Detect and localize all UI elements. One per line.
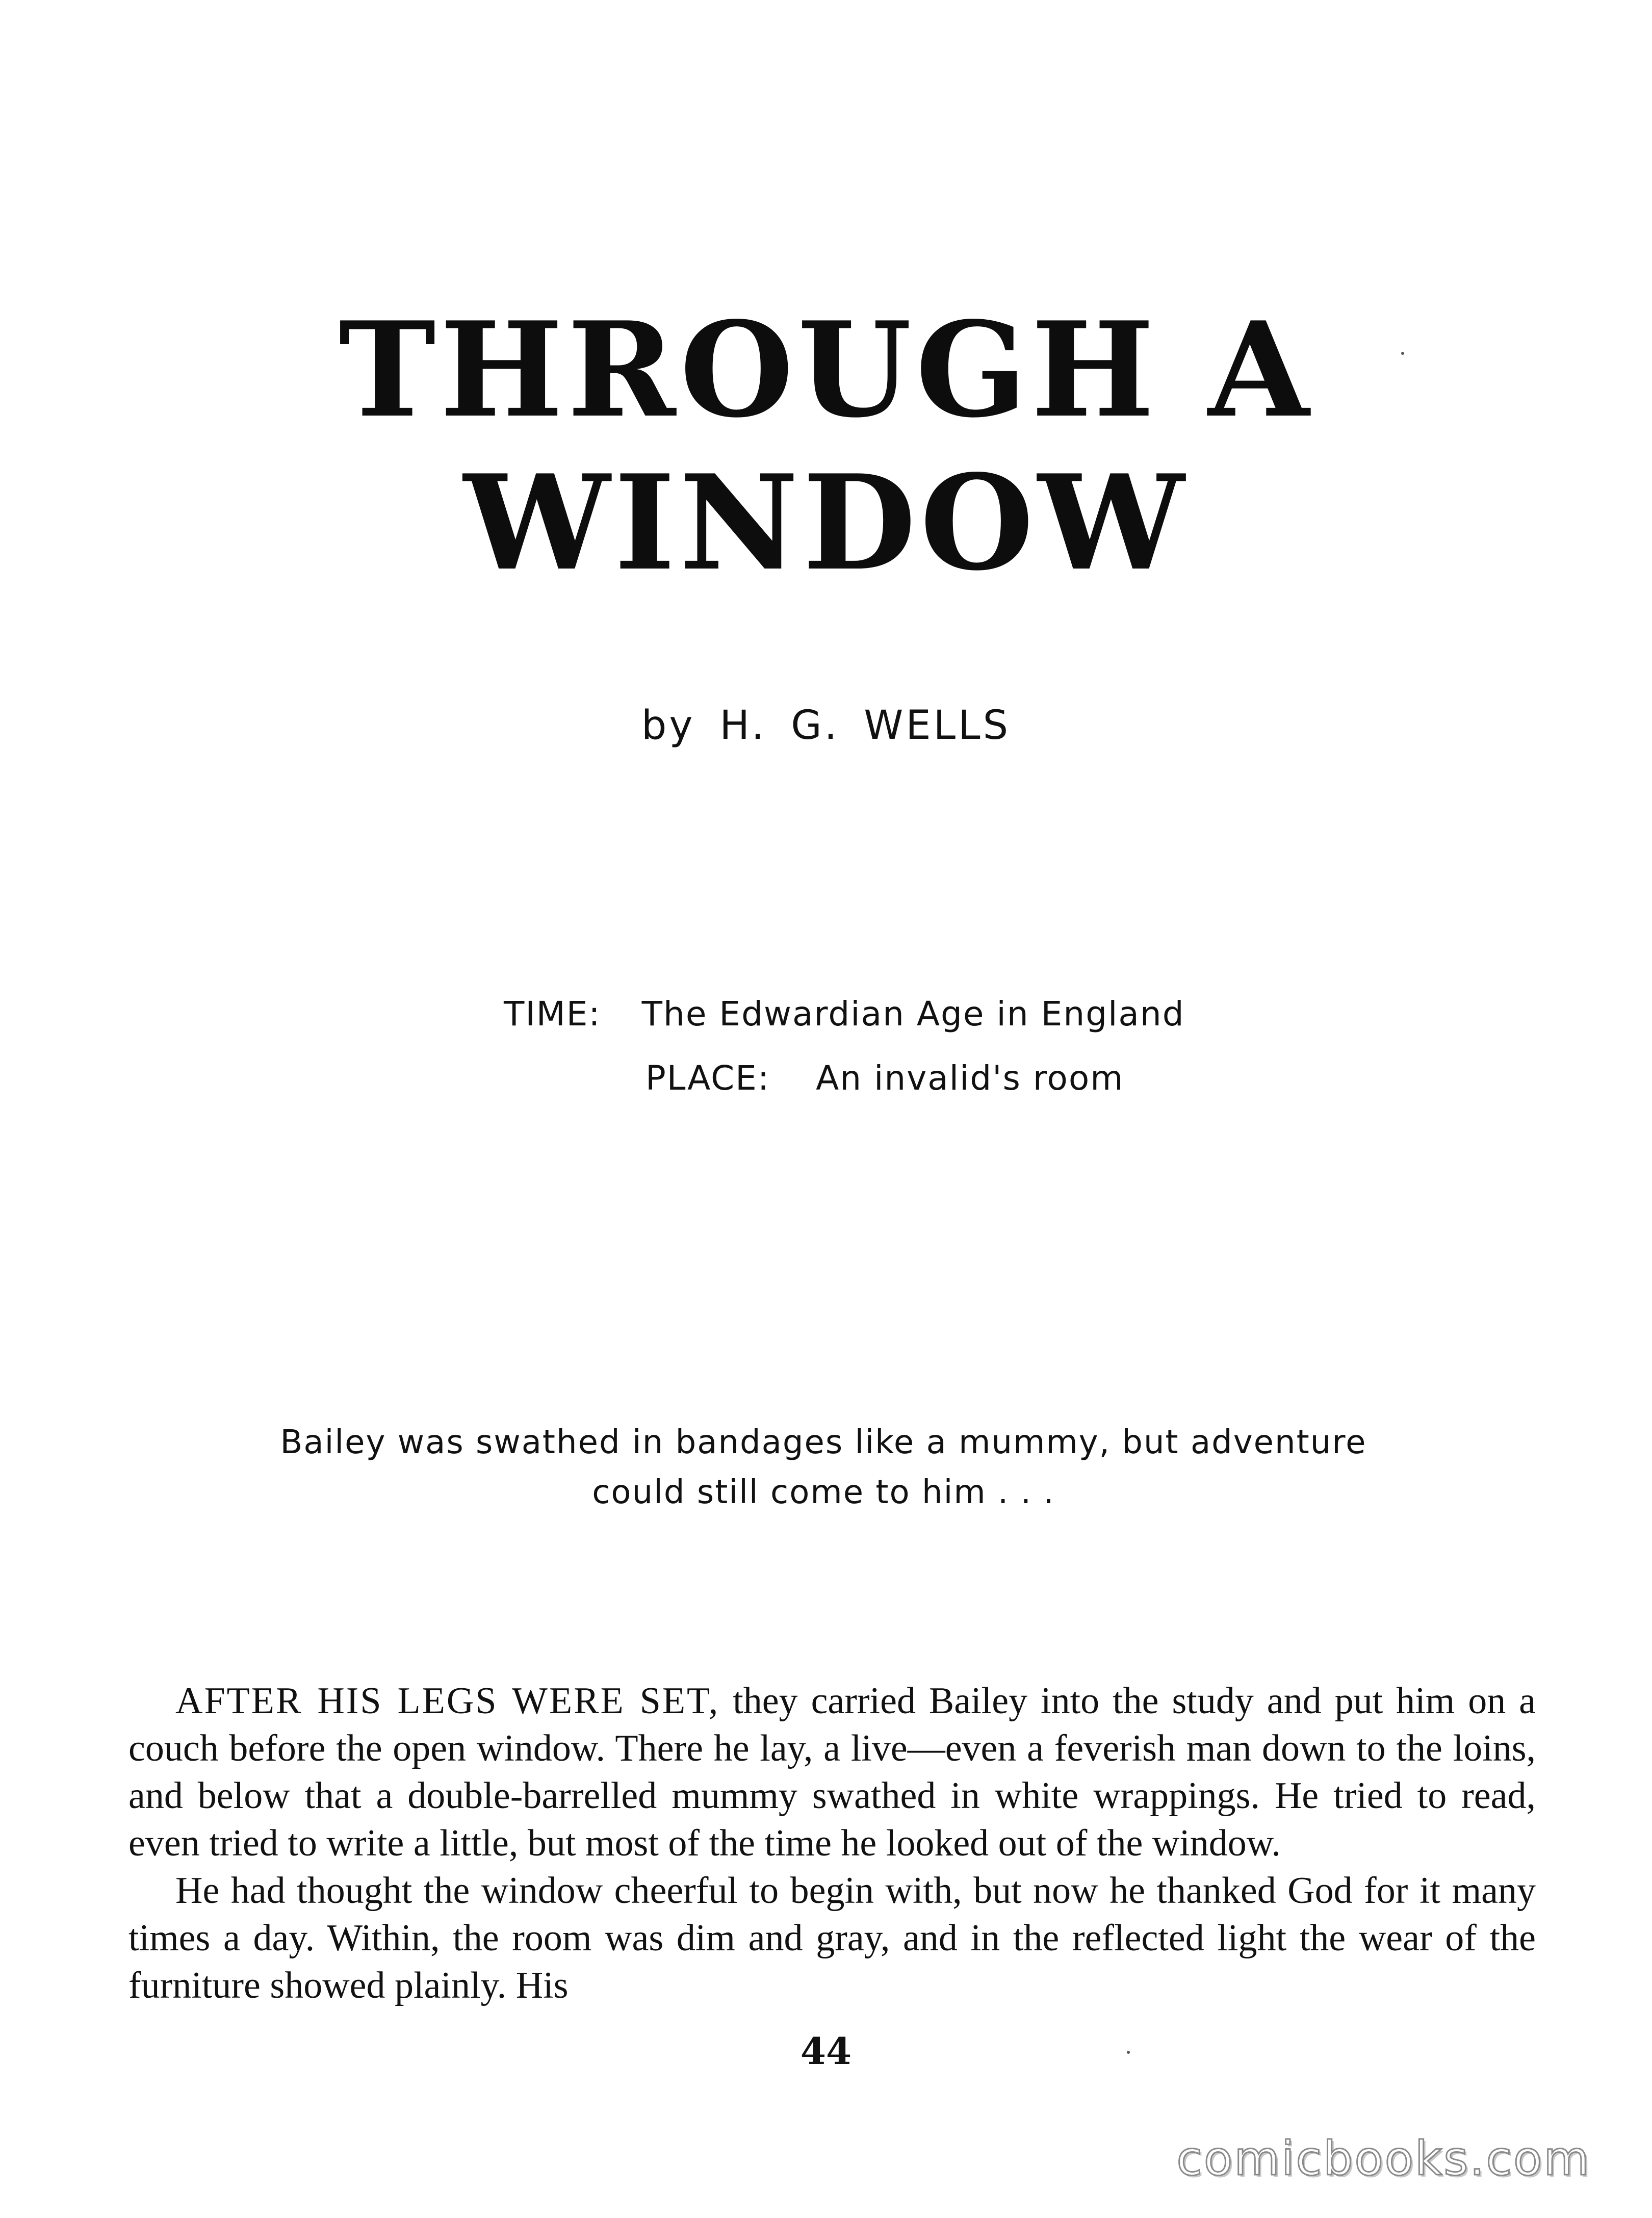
body-paragraph-1: [128, 1678, 1536, 1867]
story-body: [128, 1678, 1536, 2009]
paragraph-1-text: they carried Bailey into the study and put him on a couch before the open window. There he lay, a live—even a feverish man down to the loins, and below that a double-barrelled mummy swathed in white wrappings. He tried to read, even tried to write a little, but most of the time he looked out of the window.: [128, 1680, 1536, 1864]
time-value: The Edwardian Age in England: [641, 994, 1185, 1034]
body-paragraph-2: He had thought the window cheerful to begin with, but now he thanked God for it many times a day. Within, the room was dim and gray, and in the reflected light the wear of the furniture showed plainly. His: [128, 1870, 1536, 2006]
place-value: An invalid's room: [816, 1059, 1124, 1098]
time-label: TIME:: [504, 994, 601, 1034]
teaser-line-2: could still come to him . . .: [592, 1474, 1055, 1511]
story-teaser: [250, 1417, 1397, 1517]
setting-time: [504, 994, 1185, 1034]
author-byline: by H. G. WELLS: [641, 703, 1011, 749]
story-title-line-1: THROUGH A: [339, 294, 1313, 447]
print-speck: [1401, 352, 1404, 355]
story-title-line-2: WINDOW: [463, 447, 1189, 600]
watermark-logo: comicbooks.com: [1176, 2131, 1591, 2186]
teaser-line-1: Bailey was swathed in bandages like a mummy, but adventure: [280, 1424, 1367, 1461]
page-number: 44: [800, 2029, 852, 2073]
setting-place: [646, 1059, 1124, 1098]
paragraph-lead-caps: AFTER HIS LEGS WERE SET,: [175, 1680, 720, 1722]
place-label: PLACE:: [646, 1059, 770, 1098]
print-speck: [1127, 2051, 1130, 2054]
